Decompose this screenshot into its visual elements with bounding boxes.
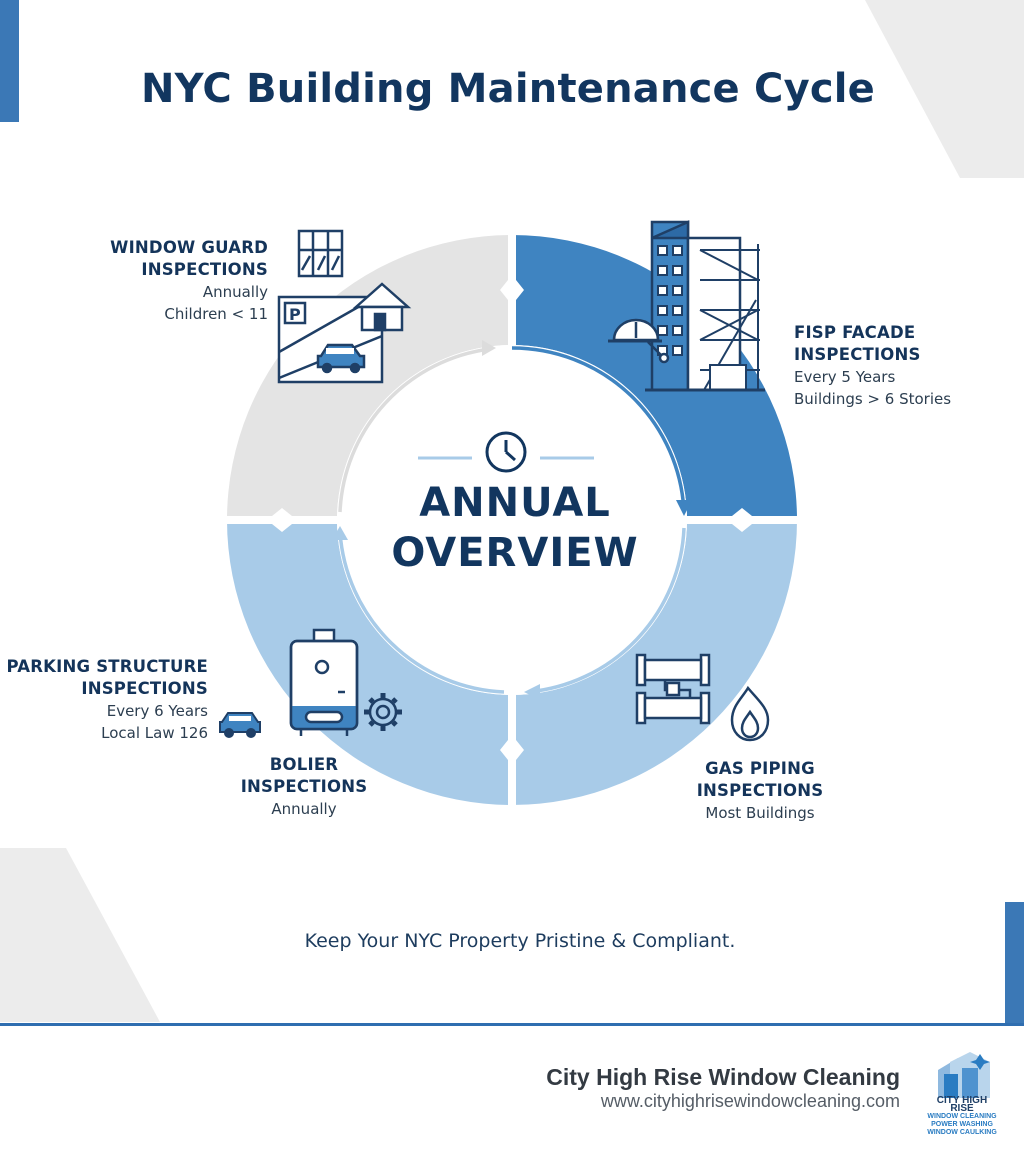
fisp-title-2: INSPECTIONS [794,345,921,364]
boiler-icon [291,630,357,736]
gas-piping-title-1: GAS PIPING [705,759,815,778]
car-icon [220,713,260,737]
svg-text:P: P [289,305,301,324]
flame-icon [732,688,768,740]
logo-line1: CITY HIGH RISE [936,1095,988,1114]
logo-line4: WINDOW CAULKING [927,1129,997,1136]
parking-frequency: Every 6 Years [106,702,208,720]
window-guard-title-2: INSPECTIONS [141,260,268,279]
gas-piping-title-2: INSPECTIONS [696,781,824,800]
center-label [370,478,660,578]
fisp-frequency: Every 5 Years [794,368,896,386]
page-title: NYC Building Maintenance Cycle [141,66,875,112]
fisp-condition: Buildings > 6 Stories [794,390,952,408]
company-name: City High Rise Window Cleaning [546,1064,900,1090]
tagline: Keep Your NYC Property Pristine & Compliant. [304,930,736,952]
label-parking-structure [7,656,208,744]
footer-divider [0,1023,1024,1026]
logo-line3: POWER WASHING [931,1121,993,1128]
window-guard-title-1: WINDOW GUARD [110,238,268,257]
center-label-line1: ANNUAL [419,480,611,526]
parking-law: Local Law 126 [101,724,208,742]
scaffold-building-icon [645,222,765,390]
parking-title-1: PARKING STRUCTURE [6,657,208,676]
parking-title-2: INSPECTIONS [81,679,208,698]
gas-piping-scope: Most Buildings [705,804,815,822]
company-logo [938,1052,990,1098]
fisp-title-1: FISP FACADE [794,323,916,342]
label-fisp-facade [794,322,951,410]
window-guard-condition: Children < 11 [164,305,268,323]
boiler-title-2: INSPECTIONS [240,777,368,796]
window-guard-frequency: Annually [202,283,268,301]
company-website[interactable]: www.cityhighrisewindowcleaning.com [600,1091,900,1111]
logo-line2: WINDOW CLEANING [927,1113,997,1120]
center-label-line2: OVERVIEW [391,530,639,576]
logo-text [926,1097,998,1137]
label-gas-piping [680,758,840,824]
boiler-frequency: Annually [271,800,337,818]
window-icon [299,231,342,276]
label-boiler [224,754,384,820]
label-window-guard [110,237,268,325]
boiler-title-1: BOLIER [269,755,339,774]
corner-accent-bottom-right [1005,902,1024,1023]
